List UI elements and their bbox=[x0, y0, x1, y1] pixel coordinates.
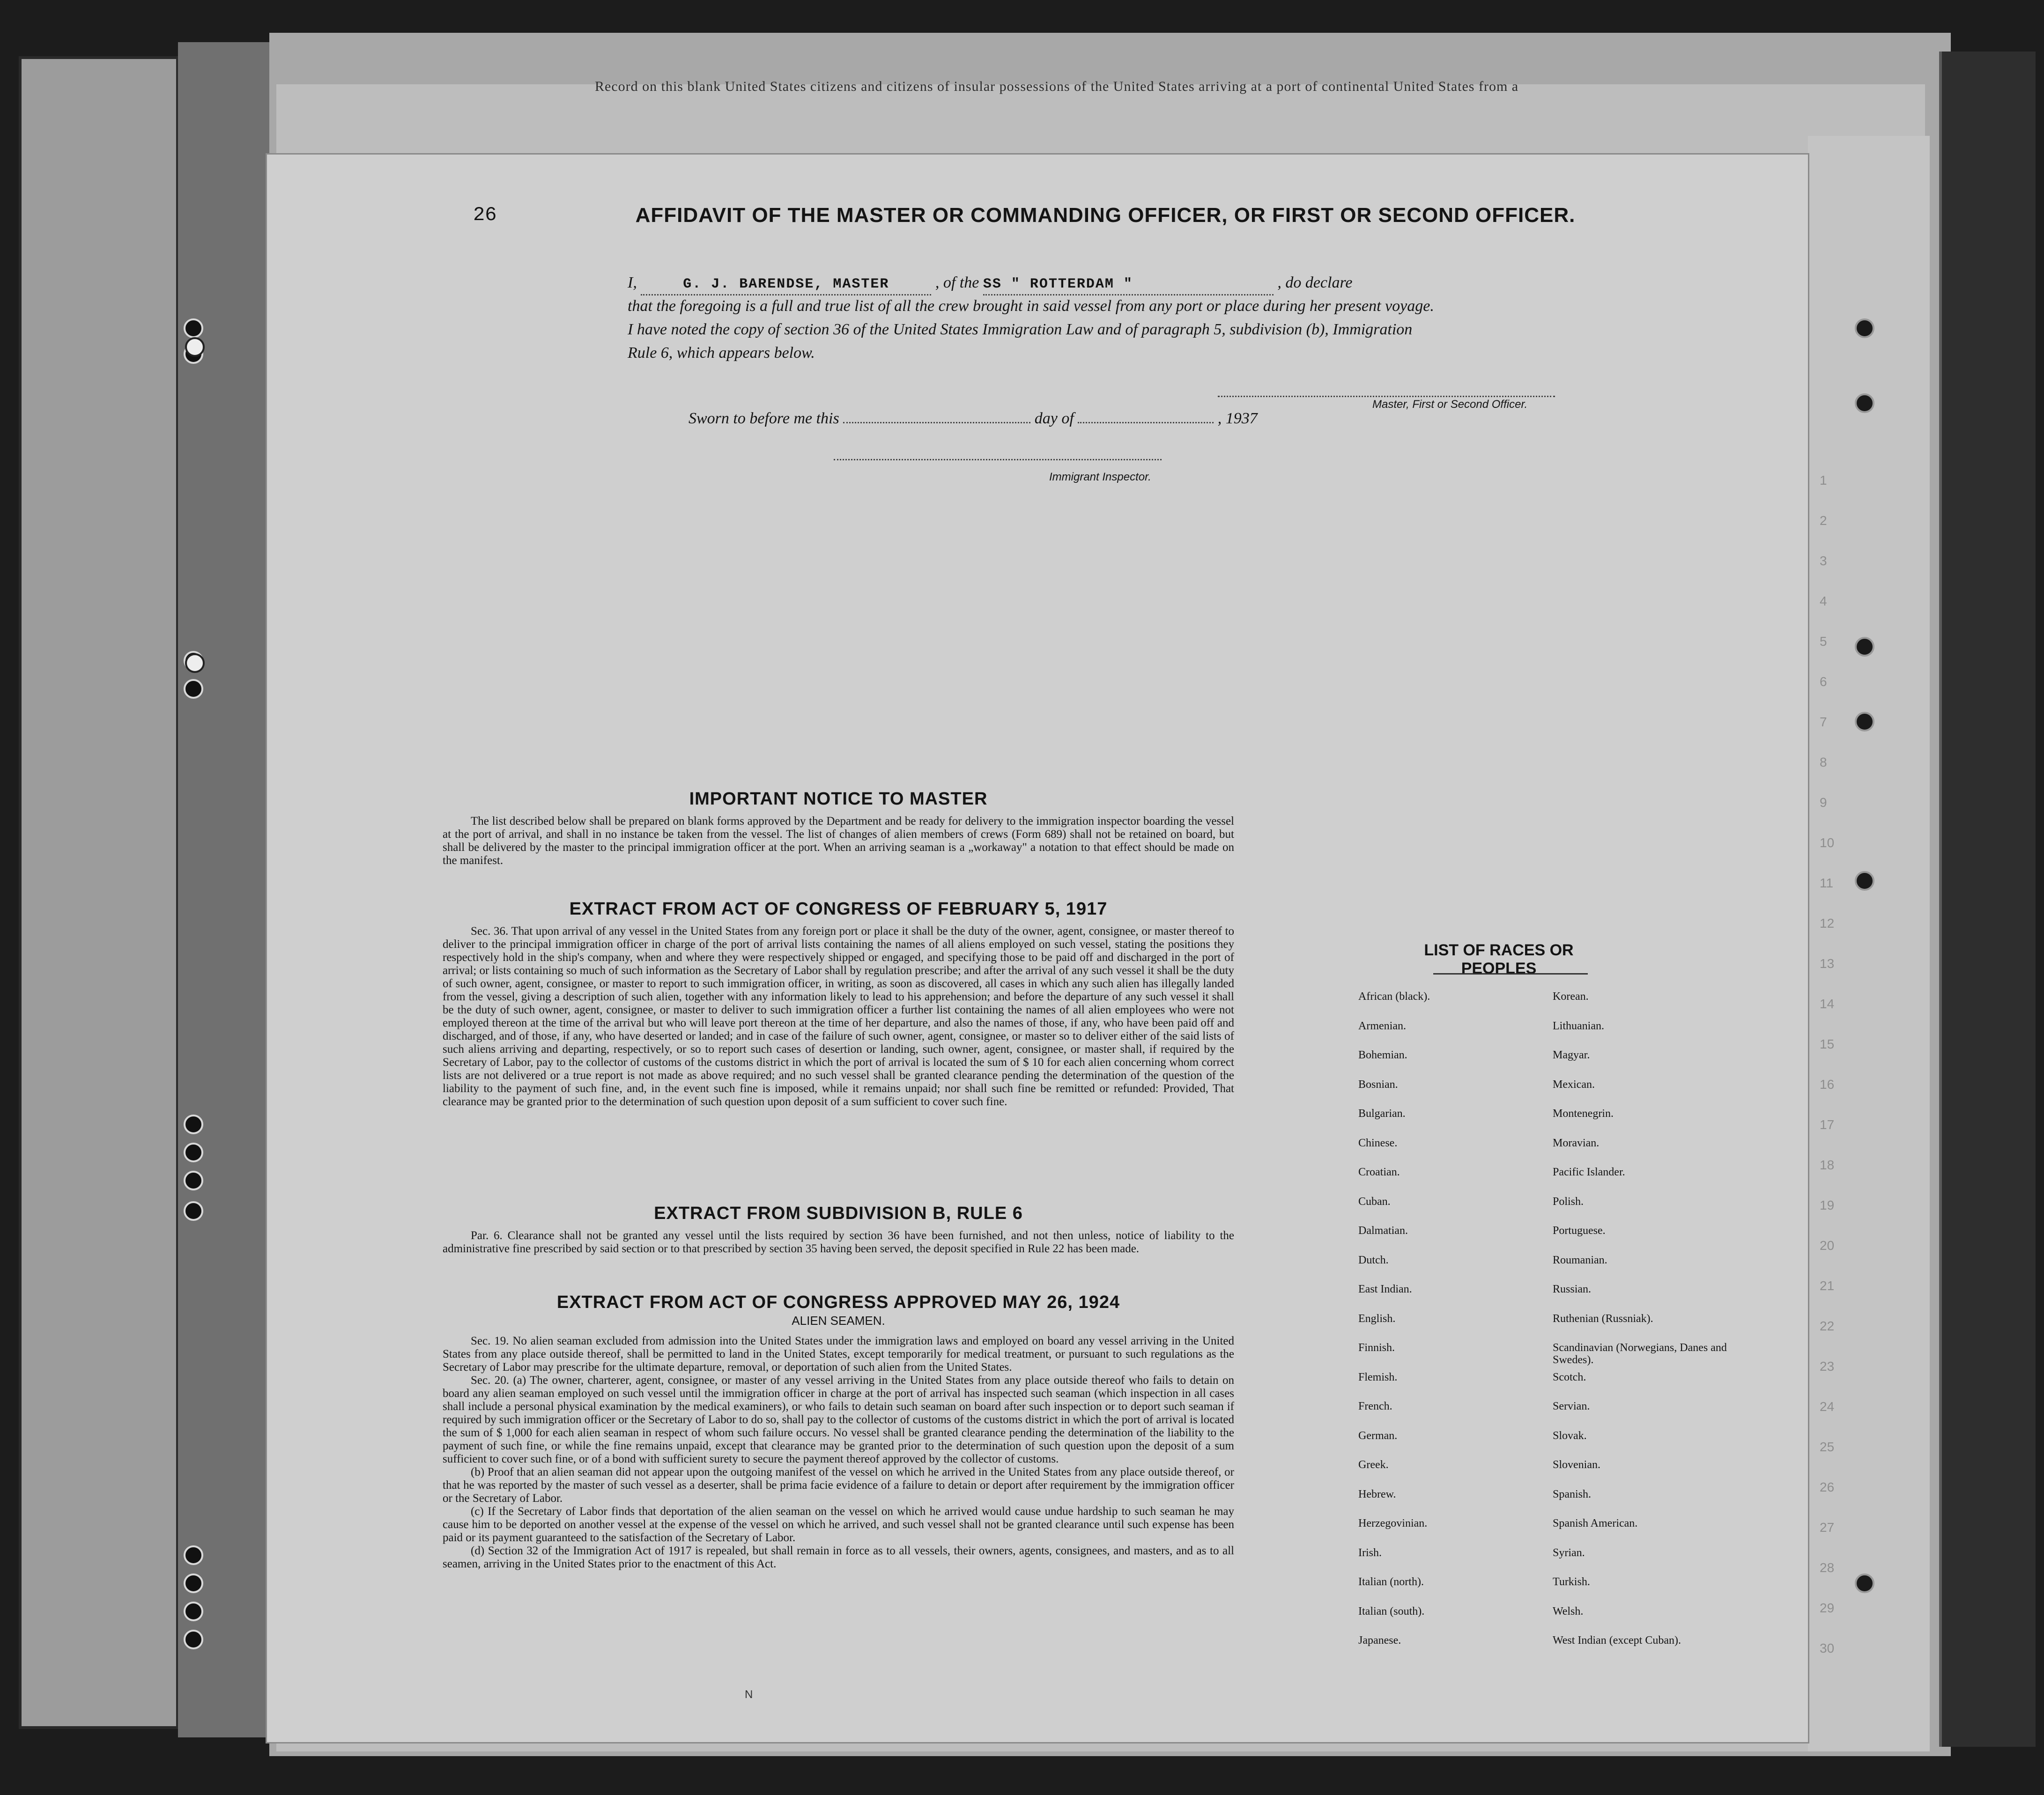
race-item: Syrian. bbox=[1553, 1546, 1585, 1559]
race-item: East Indian. bbox=[1358, 1283, 1412, 1295]
punch-hole bbox=[185, 653, 205, 673]
punch-hole bbox=[1855, 871, 1874, 891]
subdivision-b-text bbox=[443, 1229, 1234, 1256]
ghost-row-number: 25 bbox=[1820, 1440, 1835, 1454]
race-item: German. bbox=[1358, 1429, 1398, 1442]
race-item: Polish. bbox=[1553, 1195, 1584, 1208]
ghost-row-number: 3 bbox=[1820, 554, 1827, 568]
punch-hole bbox=[1855, 637, 1874, 657]
race-item: Japanese. bbox=[1358, 1634, 1401, 1647]
race-item: Dutch. bbox=[1358, 1254, 1389, 1266]
race-item: Spanish American. bbox=[1553, 1517, 1638, 1529]
ghost-row-number: 28 bbox=[1820, 1560, 1835, 1575]
sworn-line bbox=[689, 407, 1297, 430]
punch-hole bbox=[184, 679, 203, 699]
sec-20b-paragraph: (b) Proof that an alien seaman did not appear upon the outgoing manifest of the vessel on which he arrived in the United States from any place outside thereof, or that he was reported by the master of such vessel as a deserter, shall be prima facie evidence of a failure to detain or deport after requirement by the immigration officer or the Secretary of Labor. bbox=[443, 1466, 1234, 1505]
extract-1917-title: EXTRACT FROM ACT OF CONGRESS OF FEBRUARY 5, 1917 bbox=[569, 899, 1108, 919]
notice-title: IMPORTANT NOTICE TO MASTER bbox=[689, 789, 988, 809]
extract-1924-text bbox=[443, 1335, 1234, 1571]
master-signature-line bbox=[1218, 396, 1555, 397]
race-item: Bohemian. bbox=[1358, 1049, 1407, 1061]
sec-19-paragraph: Sec. 19. No alien seaman excluded from admission into the United States under the immigration laws and employed on board any vessel arriving in the United States from any place outside thereof, shall be permitted to land in the United States, except temporarily for medical treatment, or pursuant to such regulations as the Secretary of Labor may prescribe for the ultimate departure, removal, or deportation of such alien from the United States. bbox=[443, 1335, 1234, 1374]
ghost-row-number: 24 bbox=[1820, 1399, 1835, 1414]
ghost-row-number: 23 bbox=[1820, 1359, 1835, 1374]
punch-hole bbox=[184, 1143, 203, 1162]
race-item: Portuguese. bbox=[1553, 1225, 1606, 1237]
punch-hole bbox=[185, 337, 205, 357]
notice-text bbox=[443, 815, 1234, 867]
ghost-row-number: 18 bbox=[1820, 1158, 1835, 1172]
race-item: Slovenian. bbox=[1553, 1459, 1600, 1471]
sec-20a-paragraph: Sec. 20. (a) The owner, charterer, agent, consignee, or master of any vessel arriving in the United States from any place outside thereof who fails to detain on board any alien seaman employed on such vessel until the immigration officer in charge at the port of arrival has inspected such seaman (which inspection in all cases shall include a personal physical examination by the medical examiners), or who fails to detain such seaman on board after such inspection or to deport such seaman if required by such immigration officer or the Secretary of Labor to do so, shall pay to the collector of customs of the customs district in which the port of arrival is located the sum of $ 1,000 for each alien seaman in respect of whom such failure occurs. No vessel shall be granted clearance pending the determination of the liability to the payment of such fine, or while the fine remains unpaid, except that clearance may be granted prior to the determination of such question upon the deposit of a sum sufficient to cover such fine, or of a bond with sufficient surety to secure the payment thereof approved by the collector of customs. bbox=[443, 1374, 1234, 1465]
affidavit-line-4: Rule 6, which appears below. bbox=[628, 344, 815, 362]
ghost-row-number: 13 bbox=[1820, 956, 1835, 971]
punch-hole bbox=[184, 1201, 203, 1221]
master-name: G. J. BARENDSE, MASTER bbox=[683, 276, 889, 292]
binder-cover-left bbox=[19, 56, 179, 1729]
inspector-label: Immigrant Inspector. bbox=[1049, 471, 1151, 483]
race-item: Italian (south). bbox=[1358, 1605, 1425, 1618]
race-item: Roumanian. bbox=[1553, 1254, 1607, 1266]
races-title: LIST OF RACES OR PEOPLES bbox=[1424, 941, 1574, 977]
ghost-row-number: 2 bbox=[1820, 513, 1827, 528]
ghost-row-number: 27 bbox=[1820, 1520, 1835, 1535]
ghost-row-number: 16 bbox=[1820, 1077, 1835, 1092]
races-title-underline bbox=[1433, 973, 1588, 975]
binder-right-edge bbox=[1939, 52, 2036, 1747]
race-item: Spanish. bbox=[1553, 1488, 1592, 1500]
races-right-column bbox=[1553, 990, 1740, 1655]
race-item: African (black). bbox=[1358, 990, 1430, 1003]
ghost-row-number: 7 bbox=[1820, 715, 1827, 729]
manifest-edge bbox=[1808, 136, 1930, 1751]
race-item: Servian. bbox=[1553, 1400, 1590, 1412]
punch-hole bbox=[184, 1630, 203, 1649]
punch-hole bbox=[184, 1115, 203, 1134]
ghost-row-number: 22 bbox=[1820, 1319, 1835, 1333]
ghost-row-number: 10 bbox=[1820, 835, 1835, 850]
ghost-row-number: 20 bbox=[1820, 1238, 1835, 1253]
punch-hole bbox=[184, 1573, 203, 1593]
race-item: Welsh. bbox=[1553, 1605, 1584, 1618]
punch-hole bbox=[1855, 393, 1874, 413]
extract-1917-text bbox=[443, 925, 1234, 1108]
inspector-signature-line bbox=[834, 459, 1162, 460]
race-item: Korean. bbox=[1553, 990, 1589, 1003]
ghost-row-number: 5 bbox=[1820, 634, 1827, 649]
ghost-row-number: 19 bbox=[1820, 1198, 1835, 1212]
race-item: Herzegovinian. bbox=[1358, 1517, 1428, 1529]
punch-hole bbox=[1855, 712, 1874, 731]
sworn-year: , 1937 bbox=[1217, 410, 1258, 427]
punch-hole bbox=[184, 1171, 203, 1190]
race-item: Lithuanian. bbox=[1553, 1019, 1604, 1032]
affidavit-line-3: I have noted the copy of section 36 of the United States Immigration Law and of paragraph 5, subdivision (b), Immigration bbox=[628, 321, 1413, 338]
ghost-row-number: 12 bbox=[1820, 916, 1835, 931]
race-item: Ruthenian (Russniak). bbox=[1553, 1312, 1653, 1325]
section-36-paragraph: Sec. 36. That upon arrival of any vessel in the United States from any foreign port or place it shall be the duty of the owner, agent, consignee, or master thereof to deliver to the principal immigration officer in charge of the port of arrival lists containing the names of all aliens employed on such vessel, stating the positions they respectively hold in the ship's company, when and where they were respectively shipped or engaged, and specifying those to be paid off and discharged in the port of arrival; or lists containing so much of such information as the Secretary of Labor shall by regulation prescribe; and after the arrival of any such vessel it shall be the duty of such owner, agent, consignee, or master to report to such immigration officer, in writing, as soon as discovered, all cases in which any such alien has illegally landed from the vessel, giving a description of such alien, together with any information likely to lead to his apprehension; and before the departure of any such vessel it shall be the duty of such owner, agent, consignee, or master to deliver to such immigration officer a further list containing the names of all alien employees who were not employed thereon at the time of the arrival but who will leave port thereon at the time of her departure, and also the names of those, if any, who have been paid off and discharged, and of those, if any, who have deserted or landed; and in case of the failure of such owner, agent, consignee, or master so to deliver either of the said lists of such aliens arriving and departing, respectively, or so to report such cases of desertion or landing, such owner, agent, consignee, or master shall, if required by the Secretary of Labor, pay to the collector of customs of the customs district in which the port of arrival is located the sum of $ 10 for each alien concerning whom correct lists are not delivered or a true report is not made as above required; and no such vessel shall be granted clearance pending the determination of the question of the liability to the payment of such fine, and, in the event such fine is imposed, while it remains unpaid; nor shall such fine be remitted or refunded: Provided, That clearance may be granted prior to the determination of such question upon deposit of a sum sufficient to cover such fine. bbox=[443, 925, 1234, 1108]
ghost-row-number: 4 bbox=[1820, 594, 1827, 608]
ghost-row-number: 15 bbox=[1820, 1037, 1835, 1051]
ghost-row-number: 8 bbox=[1820, 755, 1827, 769]
punch-hole bbox=[184, 1602, 203, 1621]
affidavit-line-1 bbox=[628, 272, 1564, 295]
race-item: Scotch. bbox=[1553, 1371, 1586, 1383]
race-item: Italian (north). bbox=[1358, 1576, 1424, 1588]
affidavit-line-2: that the foregoing is a full and true list of all the crew brought in said vessel from any port or place during her present voyage. bbox=[628, 297, 1434, 315]
race-item: French. bbox=[1358, 1400, 1392, 1412]
under-sheet-header: Record on this blank United States citizens and citizens of insular possessions of the United States arriving at a port of continental United States from a bbox=[595, 79, 1519, 94]
page-number: 26 bbox=[473, 204, 497, 226]
race-item: English. bbox=[1358, 1312, 1396, 1325]
vessel-name: SS " ROTTERDAM " bbox=[983, 276, 1133, 292]
race-item: Turkish. bbox=[1553, 1576, 1590, 1588]
subdivision-b-title: EXTRACT FROM SUBDIVISION B, RULE 6 bbox=[654, 1204, 1023, 1223]
race-item: Croatian. bbox=[1358, 1166, 1400, 1178]
punch-hole bbox=[1855, 1573, 1874, 1593]
race-item: Hebrew. bbox=[1358, 1488, 1396, 1500]
day-of-label: day of bbox=[1034, 410, 1074, 427]
race-item: Magyar. bbox=[1553, 1049, 1590, 1061]
sec-20d-paragraph: (d) Section 32 of the Immigration Act of 1917 is repealed, but shall remain in force as to all vessels, their owners, agents, consignees, and masters, and as to all seamen, arriving in the United States prior to the enactment of this Act. bbox=[443, 1544, 1234, 1570]
affidavit-title: AFFIDAVIT OF THE MASTER OR COMMANDING OFFICER, OR FIRST OR SECOND OFFICER. bbox=[635, 204, 1576, 227]
race-item: Chinese. bbox=[1358, 1137, 1398, 1149]
race-item: Irish. bbox=[1358, 1546, 1382, 1559]
ghost-row-number: 26 bbox=[1820, 1480, 1835, 1494]
sworn-label: Sworn to before me this bbox=[689, 410, 839, 427]
ghost-row-number: 14 bbox=[1820, 997, 1835, 1011]
race-item: Armenian. bbox=[1358, 1019, 1406, 1032]
race-item: Moravian. bbox=[1553, 1137, 1600, 1149]
race-item: Cuban. bbox=[1358, 1195, 1391, 1208]
race-item: Montenegrin. bbox=[1553, 1108, 1614, 1120]
binder-spine bbox=[178, 42, 272, 1737]
extract-1924-title: EXTRACT FROM ACT OF CONGRESS APPROVED MAY 26, 1924 bbox=[556, 1293, 1120, 1312]
master-signature-label: Master, First or Second Officer. bbox=[1372, 398, 1528, 411]
race-item: Dalmatian. bbox=[1358, 1225, 1408, 1237]
ghost-row-number: 21 bbox=[1820, 1278, 1835, 1293]
ghost-row-number: 29 bbox=[1820, 1601, 1835, 1615]
affidavit-i: I, bbox=[628, 274, 637, 291]
ghost-row-number: 9 bbox=[1820, 795, 1827, 810]
race-item: West Indian (except Cuban). bbox=[1553, 1634, 1681, 1647]
race-item: Bosnian. bbox=[1358, 1078, 1398, 1091]
race-item: Greek. bbox=[1358, 1459, 1389, 1471]
par-6-paragraph: Par. 6. Clearance shall not be granted any vessel until the lists required by section 36 have been furnished, and not then unless, notice of liability to the administrative fine prescribed by said section or to that prescribed by section 35 having been served, the deposit specified in Rule 22 has been made. bbox=[443, 1229, 1234, 1255]
race-item: Scandinavian (Norwegians, Danes and Swedes). bbox=[1553, 1342, 1727, 1366]
punch-hole bbox=[184, 318, 203, 338]
races-left-column bbox=[1358, 990, 1536, 1655]
affidavit-of-the: , of the bbox=[935, 274, 979, 291]
punch-hole bbox=[1855, 318, 1874, 338]
notice-paragraph: The list described below shall be prepared on blank forms approved by the Department and be ready for delivery to the immigration inspector boarding the vessel at the port of arrival, and shall in no instance be taken from the vessel. The list of changes of alien members of crews (Form 689) shall not be retained on board, but shall be delivered by the master to the principal immigration officer at the port. When an arriving seaman is a „workaway" a notation to that effect should be made on the manifest. bbox=[443, 815, 1234, 867]
ghost-row-number: 11 bbox=[1820, 876, 1834, 890]
affidavit-do-declare: , do declare bbox=[1277, 274, 1353, 291]
race-item: Pacific Islander. bbox=[1553, 1166, 1625, 1178]
race-item: Flemish. bbox=[1358, 1371, 1398, 1383]
sec-20c-paragraph: (c) If the Secretary of Labor finds that deportation of the alien seaman on the vessel on which he arrived would cause undue hardship to such seaman he may cause him to be deported on another vessel at the expense of the vessel on which he arrived, and such vessel shall not be granted clearance until such expense has been paid or its payment guaranteed to the satisfaction of the Secretary of Labor. bbox=[443, 1505, 1234, 1544]
ghost-row-number: 1 bbox=[1820, 473, 1827, 488]
race-item: Slovak. bbox=[1553, 1429, 1587, 1442]
ghost-row-number: 30 bbox=[1820, 1641, 1835, 1655]
race-item: Finnish. bbox=[1358, 1342, 1395, 1354]
race-item: Mexican. bbox=[1553, 1078, 1595, 1091]
punch-hole bbox=[184, 1545, 203, 1565]
race-item: Bulgarian. bbox=[1358, 1108, 1406, 1120]
ghost-row-number: 6 bbox=[1820, 674, 1827, 689]
ghost-row-number: 17 bbox=[1820, 1117, 1835, 1132]
alien-seamen-subtitle: ALIEN SEAMEN. bbox=[792, 1314, 885, 1328]
race-item: Russian. bbox=[1553, 1283, 1592, 1295]
bottom-mark: N bbox=[745, 1688, 753, 1701]
